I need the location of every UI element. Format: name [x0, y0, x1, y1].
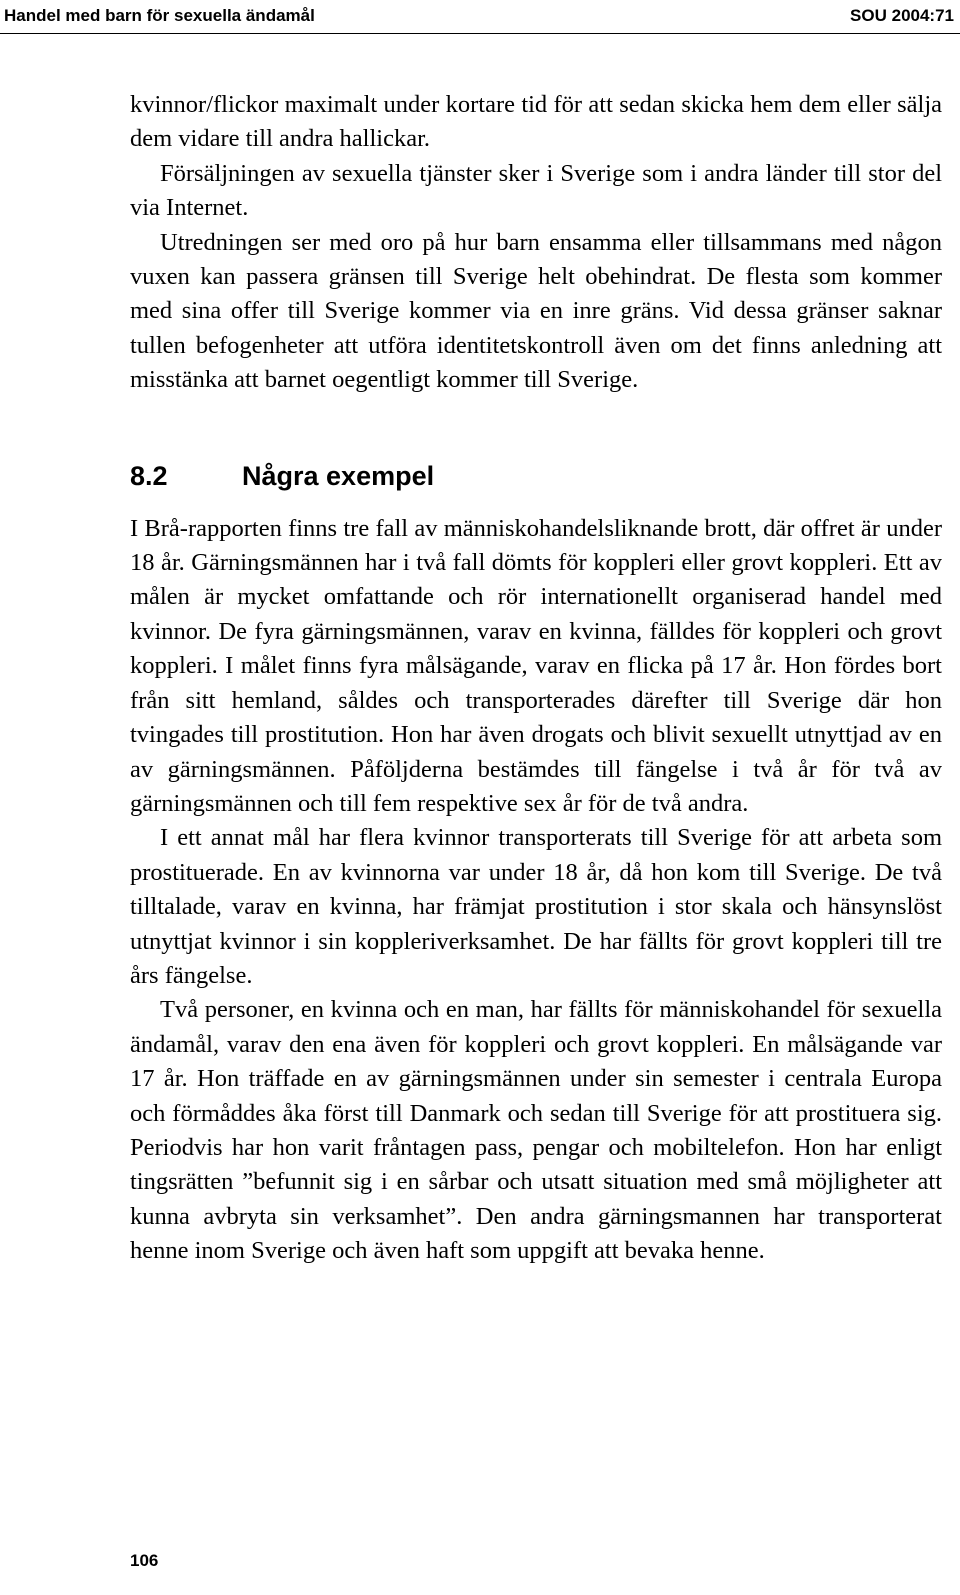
section-heading	[130, 456, 942, 496]
section-number: 8.2	[130, 460, 168, 491]
paragraph: I ett annat mål har flera kvinnor transporterats till Sverige för att arbeta som prostituerade. En av kvinnorna var under 18 år, då hon kom till Sverige. De två tilltalade, varav en kvinna, har främjat prostitution i stor skala och hänsynslöst utnyttjat kvinnor i sin koppleriverksamhet. De har fällts för grovt koppleri till tre års fängelse.	[130, 824, 942, 989]
page-number: 106	[130, 1551, 159, 1570]
paragraph-continuation: kvinnor/flickor maximalt under kortare tid för att sedan skicka hem dem eller sälja dem vidare till andra hallickar.	[130, 91, 942, 153]
header-document-title: Handel med barn för sexuella ändamål	[4, 6, 315, 25]
header-report-id: SOU 2004:71	[850, 6, 954, 25]
paragraph: I Brå-rapporten finns tre fall av människohandelsliknande brott, där offret är under 18 år. Gärningsmännen har i två fall dömts för koppleri eller grovt koppleri. Ett av målen är mycket omfattande och rör internationellt organiserad handel med kvinnor. De fyra gärningsmännen, varav en kvinna, fälldes för koppleri och grovt koppleri. I målet finns fyra målsägande, varav en flicka på 17 år. Hon fördes bort från sitt hemland, såldes och transporterades därefter till Sverige där hon tvingades till prostitution. Hon har även drogats och blivit sexuellt utnyttjad av en av gärningsmännen. Påföljderna bestämdes till fängelse i två år för två av gärningsmännen och till fem respektive sex år för de två andra.	[130, 514, 942, 817]
section-title: Några exempel	[242, 460, 435, 491]
paragraph: Försäljningen av sexuella tjänster sker i Sverige som i andra länder till stor del via Internet.	[130, 159, 942, 222]
page-body	[130, 88, 942, 1269]
paragraph: Utredningen ser med oro på hur barn ensamma eller tillsammans med någon vuxen kan passera gränsen till Sverige helt obehindrat. De flesta som kommer med sina offer till Sverige kommer via en inre gräns. Vid dessa gränser saknar tullen befogenheter att utföra identitetskontroll även om det finns anledning att misstänka att barnet oegentligt kommer till Sverige.	[130, 228, 942, 394]
paragraph: Två personer, en kvinna och en man, har fällts för människohandel för sexuella ändamål, varav den ena även för koppleri och grovt koppleri. En målsägande var 17 år. Hon träffade en av gärningsmännen under sin semester i centrala Europa och förmåddes åka först till Danmark och sedan till Sverige för att prostituera sig. Periodvis har hon varit fråntagen pass, pengar och mobiltelefon. Hon har enligt tingsrätten ”befunnit sig i en sårbar och utsatt situation med små möjligheter att kunna avbryta sin verksamhet”. Den andra gärningsmannen har transporterat henne inom Sverige och även haft som uppgift att bevaka henne.	[130, 996, 942, 1265]
running-header	[0, 0, 960, 34]
